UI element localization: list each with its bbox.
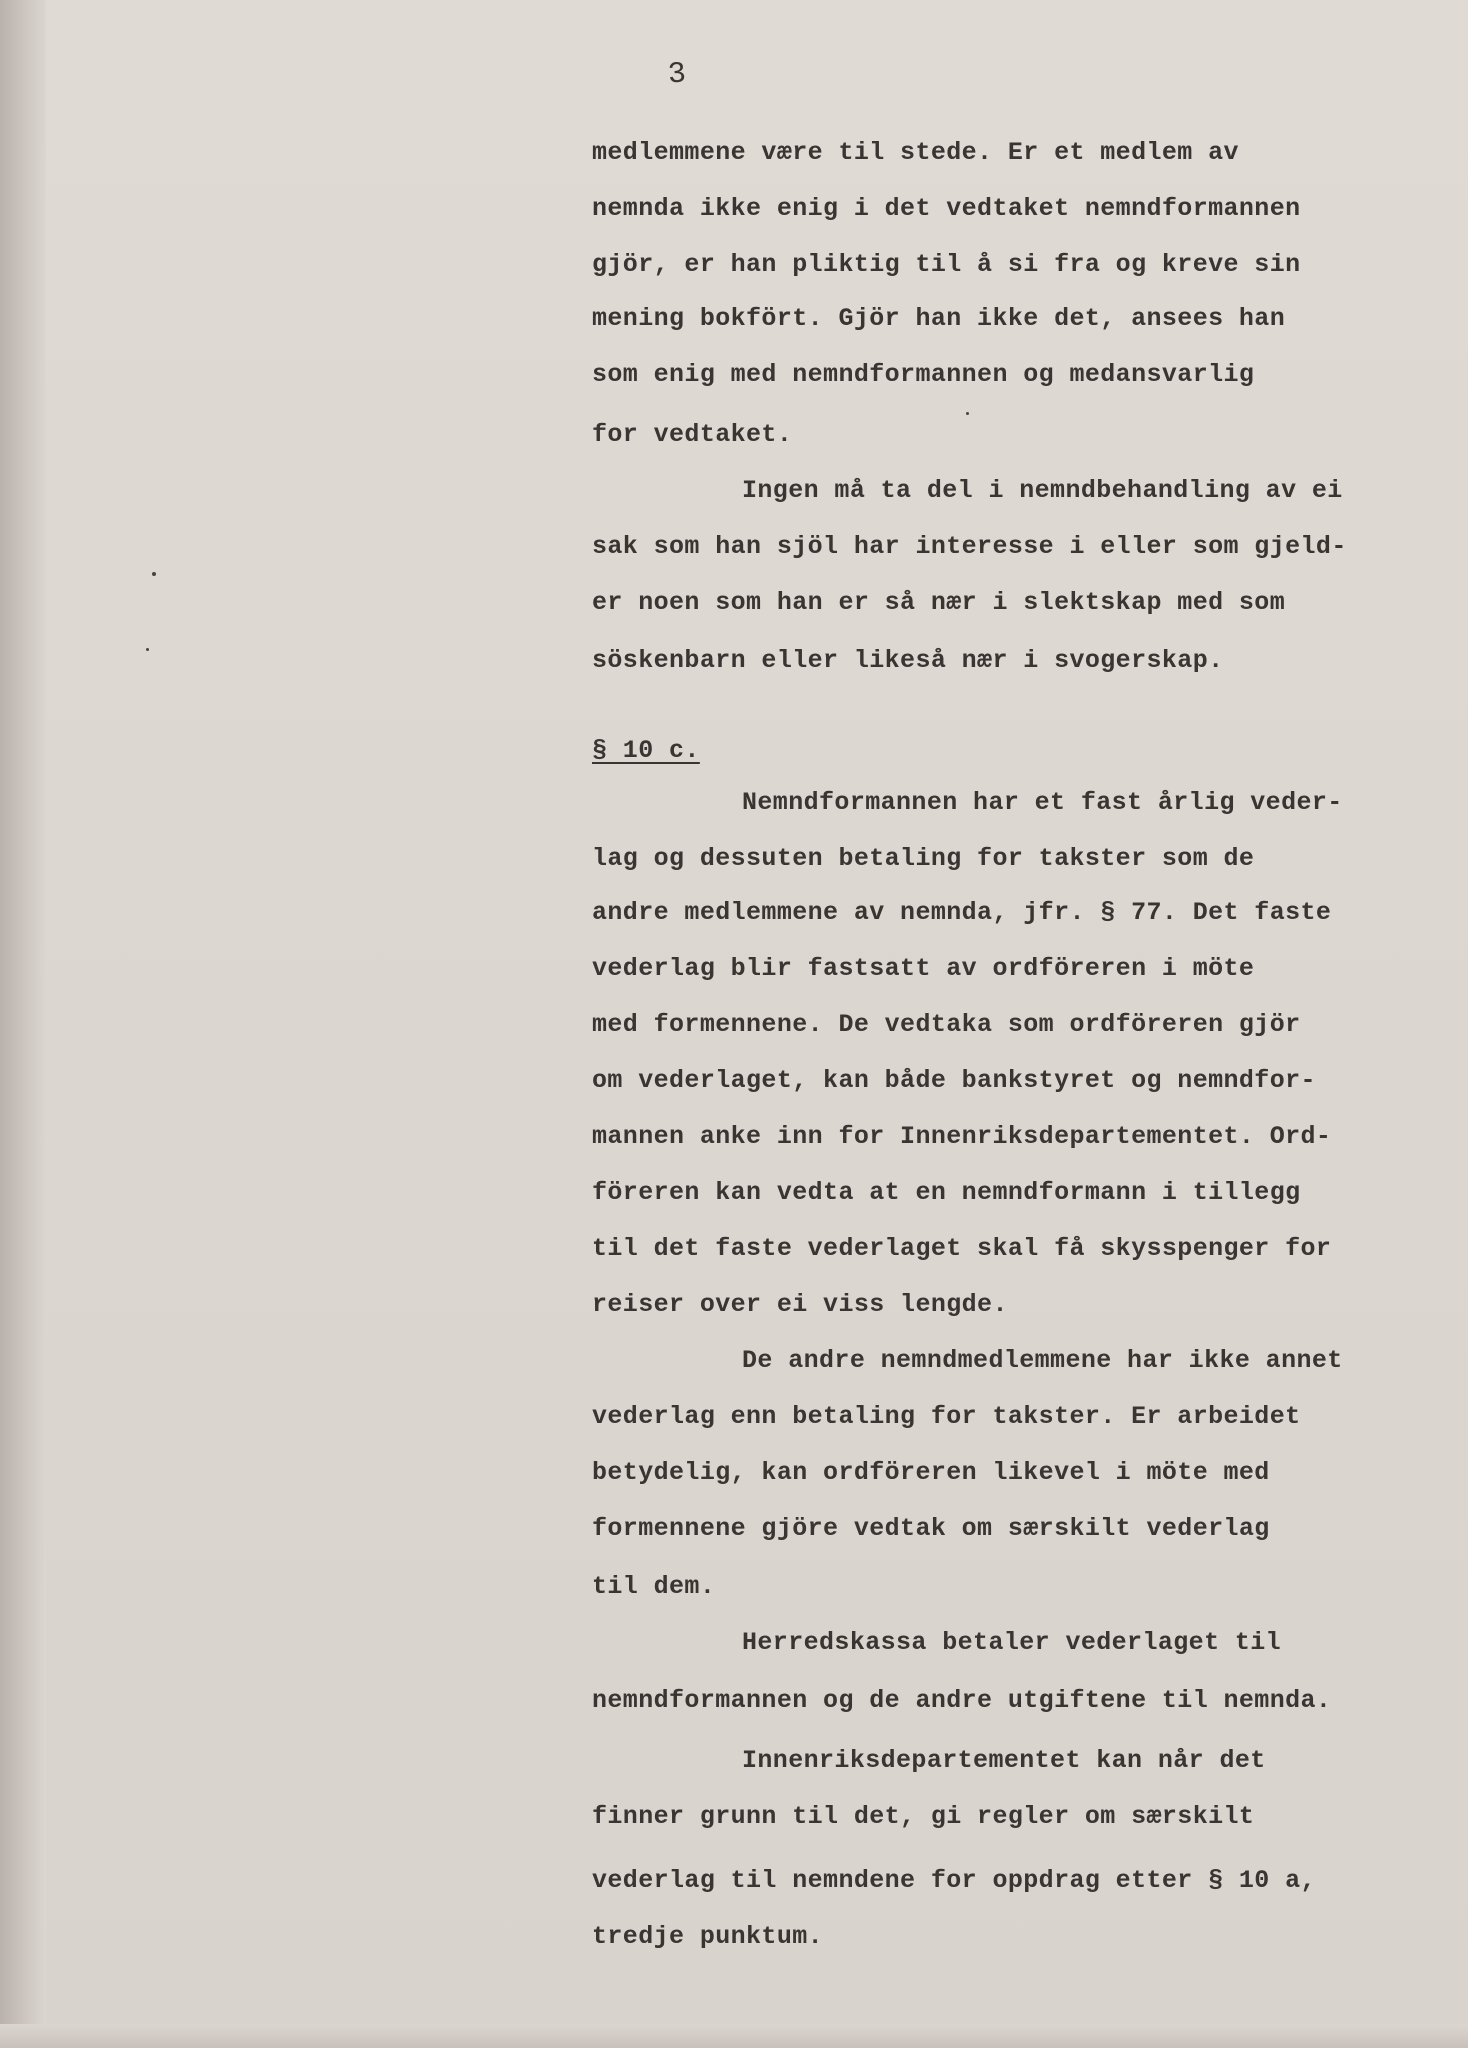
text-line: De andre nemndmedlemmene har ikke annet xyxy=(742,1346,1343,1375)
text-line: nemnda ikke enig i det vedtaket nemndformannen xyxy=(592,194,1301,223)
text-line: vederlag enn betaling for takster. Er arbeidet xyxy=(592,1402,1301,1431)
text-line: med formennene. De vedtaka som ordföreren gjör xyxy=(592,1010,1301,1039)
text-line: formennene gjöre vedtak om særskilt vederlag xyxy=(592,1514,1270,1543)
text-line: Ingen må ta del i nemndbehandling av ei xyxy=(742,476,1343,505)
text-line: Innenriksdepartementet kan når det xyxy=(742,1746,1266,1775)
page-left-edge xyxy=(0,0,46,2048)
text-line: vederlag blir fastsatt av ordföreren i möte xyxy=(592,954,1255,983)
text-line: mannen anke inn for Innenriksdepartementet. Ord- xyxy=(592,1122,1332,1151)
text-line: föreren kan vedta at en nemndformann i tillegg xyxy=(592,1178,1301,1207)
section-heading: § 10 c. xyxy=(592,736,700,765)
text-line: for vedtaket. xyxy=(592,420,793,449)
text-line: Herredskassa betaler vederlaget til xyxy=(742,1628,1282,1657)
text-line: til det faste vederlaget skal få skysspenger for xyxy=(592,1234,1332,1263)
text-line: gjör, er han pliktig til å si fra og kreve sin xyxy=(592,250,1301,279)
ink-speck xyxy=(966,412,969,415)
text-line: til dem. xyxy=(592,1572,716,1601)
text-line: vederlag til nemndene for oppdrag etter § 10 a, xyxy=(592,1866,1316,1895)
text-line: medlemmene være til stede. Er et medlem av xyxy=(592,138,1239,167)
ink-speck xyxy=(152,572,156,576)
text-line: lag og dessuten betaling for takster som de xyxy=(592,844,1255,873)
page-number: 3 xyxy=(666,57,688,93)
page-bottom-edge xyxy=(0,2024,1468,2048)
text-line: sak som han sjöl har interesse i eller som gjeld- xyxy=(592,532,1347,561)
text-line: Nemndformannen har et fast årlig veder- xyxy=(742,788,1343,817)
text-line: andre medlemmene av nemnda, jfr. § 77. Det faste xyxy=(592,898,1332,927)
text-line: er noen som han er så nær i slektskap med som xyxy=(592,588,1286,617)
text-line: finner grunn til det, gi regler om særskilt xyxy=(592,1802,1255,1831)
text-line: tredje punktum. xyxy=(592,1922,824,1951)
text-line: som enig med nemndformannen og medansvarlig xyxy=(592,360,1255,389)
text-line: söskenbarn eller likeså nær i svogerskap. xyxy=(592,646,1224,675)
ink-speck xyxy=(146,648,149,651)
text-line: reiser over ei viss lengde. xyxy=(592,1290,1008,1319)
text-line: nemndformannen og de andre utgiftene til nemnda. xyxy=(592,1686,1332,1715)
text-line: mening bokfört. Gjör han ikke det, ansees han xyxy=(592,304,1286,333)
text-line: betydelig, kan ordföreren likevel i möte med xyxy=(592,1458,1270,1487)
text-line: om vederlaget, kan både bankstyret og nemndfor- xyxy=(592,1066,1316,1095)
